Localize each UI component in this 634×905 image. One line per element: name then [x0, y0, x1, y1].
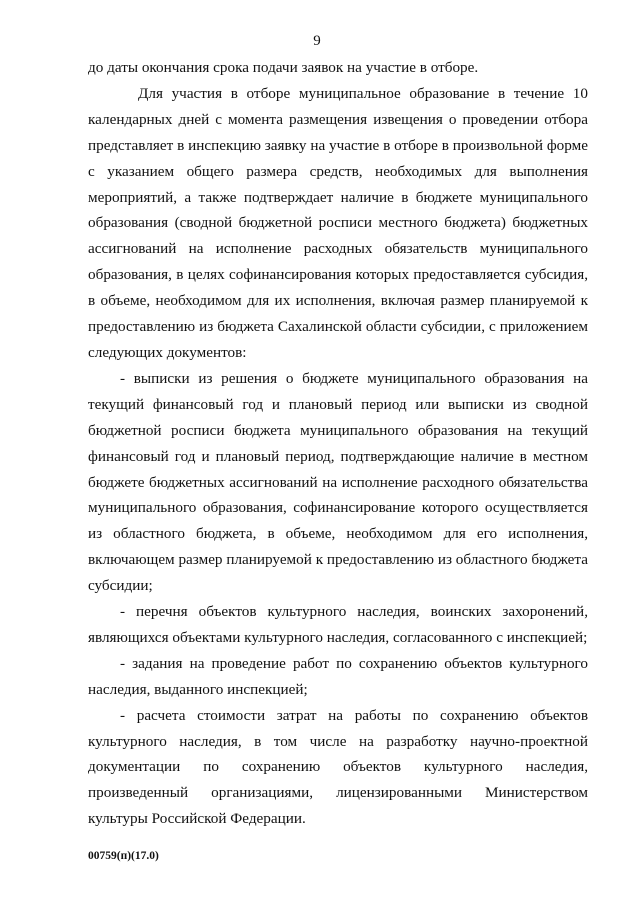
paragraph-application-requirements: Для участия в отборе муниципальное образование в течение 10 календарных дней с момента размещения извещения о проведении отбора представляет в инспекцию заявку на участие в отборе в произвольной форме с указанием общего размера средств, необходимых для выполнения мероприятий, а также подтверждает наличие в бюджете муниципального образования (сводной бюджетной росписи местного бюджета) бюджетных ассигнований на исполнение расходных обязательств муниципального образования, в целях софинансирования которых предоставляется субсидия, в объеме, необходимом для их исполнения, включая размер планируемой к предоставлению из бюджета Сахалинской области субсидии, с приложением следующих документов:: [88, 84, 588, 361]
list-item-budget-extract: - выписки из решения о бюджете муниципального образования на текущий финансовый год и плановый период или выписки из сводной бюджетной росписи бюджета муниципального образования на текущий финансовый год и плановый период, подтверждающие наличие в местном бюджете бюджетных ассигнований на исполнение расходного обязательства муниципального образования, софинансирование которого осуществляется из областного бюджета, в объеме, необходимом для его исполнения, включающем размер планируемой к предоставлению из областного бюджета субсидии;: [88, 369, 588, 595]
list-item-work-assignment: - задания на проведение работ по сохранению объектов культурного наследия, выданного инспекцией;: [88, 654, 588, 698]
document-code: 00759(п)(17.0): [88, 850, 159, 862]
list-item-heritage-objects-list: - перечня объектов культурного наследия, воинских захоронений, являющихся объектами культурного наследия, согласованного с инспекцией;: [88, 603, 588, 646]
list-item-cost-calculation: - расчета стоимости затрат на работы по сохранению объектов культурного наследия, в том числе на разработку научно-проектной документации по сохранению объектов культурного наследия, произведенный организациями, лицензированными Министерством культуры Российской Федерации.: [88, 706, 588, 828]
document-body: [88, 55, 588, 832]
paragraph-continuation: до даты окончания срока подачи заявок на участие в отборе.: [88, 59, 479, 76]
page-number: 9: [313, 33, 321, 49]
